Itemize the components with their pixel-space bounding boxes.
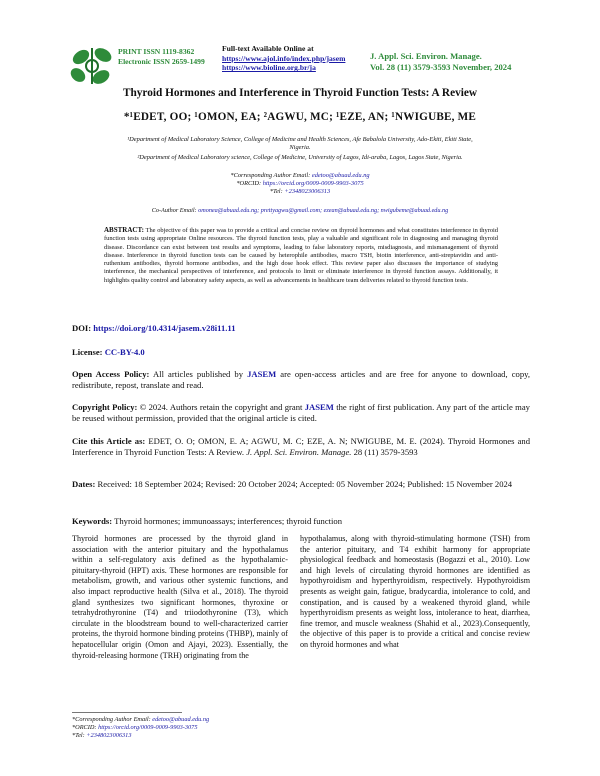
author-list: *¹EDET, OO; ¹OMON, EA; ²AGWU, MC; ¹EZE, AN; ¹NWIGUBE, ME <box>123 111 477 123</box>
abstract-label: ABSTRACT: <box>104 226 144 234</box>
doi-label: DOI: <box>72 323 94 333</box>
corr-orcid-label: *ORCID: <box>236 180 263 188</box>
paper-title: Thyroid Hormones and Interference in Thyroid Function Tests: A Review <box>122 87 478 99</box>
coauthor-email-list[interactable]: omonea@abuad.edu.ng; prettyagwu@gmail.com; ezean@abuad.edu.ng; nwigubeme@abuad.edu.ng <box>198 207 449 214</box>
doi-line <box>72 323 530 334</box>
affiliation-2: ²Department of Medical Laboratory science, College of Medicine, University of Lagos, Idi-araba, Lagos, Lagos State, Nigeria. <box>137 154 463 161</box>
cite-journal: J. Appl. Sci. Environ. Manage. <box>246 447 352 458</box>
keywords <box>72 516 530 527</box>
affiliation-1-line1: ¹Department of Medical Laboratory Science, College of Medicine and Health Sciences, Afe Babalola University, Ado-Ekiti, Ekiti State, <box>127 136 473 143</box>
issn-block <box>118 47 205 67</box>
abstract-text: The objective of this paper was to provide a critical and concise review on thyroid hormones and what constitutes interference in thyroid function tests using appropriate Online resources. The thyroid function tests, play a valuable and significant role in diagnosing and managing thyroid disease. Discordance can exist between test results and symptoms, leading to false laboratory reports, misdiagnosis, and mismanagement of thyroid disease. Interference in thyroid function tests can be caused by heterophile antibodies, macro TSH, biotin interference, anti-streptavidin and anti-ruthenium antibodies, thyroid hormone antibodies, and the high dose hook effect. This review paper also discusses the importance of studying interference, the mechanical perspectives of interference, and protocols to limit or eliminate interference in thyroid function assays. Additionally, it highlights quality control and laboratory safety aspects, as well as advancements in healthcare team deliveries related to thyroid function tests. <box>104 227 498 284</box>
open-access-text2: are open-access articles and are free for anyone to download, copy, redistribute, repost, translate and read. <box>72 369 530 391</box>
jasem-link[interactable]: JASEM <box>247 369 277 379</box>
jasem-logo-icon <box>68 44 118 90</box>
license-label: License: <box>72 347 105 357</box>
journal-info <box>370 51 511 73</box>
corr-email[interactable]: edetoo@abuad.edu.ng <box>311 172 370 179</box>
foot-email[interactable]: edetoo@abuad.edu.ng <box>152 716 210 723</box>
body-column-left: Thyroid hormones are processed by the thyroid gland in association with the anterior pituitary and the hypothalamus within a self-regulatory axis defined as the hypothalamic-pituitary-thyroid (HPT) axis. These hormones are responsible for metabolism, growth, and various other systemic functions, and also impact reproductive health (Silva et al., 2018). The thyroid gland synthesizes two significant hormones, thyroxine or tetrahydrothyronine (T4) and triiodothyronine (T3), which circulate in the bloodstream bound to well-characterized carrier proteins, the thyroid hormone binding proteins (THBP), mainly of hepatocellular origin (Omon and Ajayi, 2023). Essentially, the thyroid-releasing hormone (TRH) originating from the <box>72 534 288 660</box>
citation <box>72 436 530 459</box>
open-access-policy <box>72 369 530 392</box>
corr-tel: +2348023006313 <box>284 188 331 196</box>
dates <box>72 479 530 490</box>
foot-email-label: *Corresponding Author Email: <box>72 716 153 723</box>
affiliation-1-line2: Nigeria. <box>289 144 311 151</box>
journal-volume: Vol. 28 (11) 3579-3593 November, 2024 <box>370 62 512 72</box>
license-link[interactable]: CC-BY-4.0 <box>104 347 145 357</box>
bioline-link[interactable]: https://www.bioline.org.br/ja <box>222 63 316 73</box>
affiliation-1 <box>90 136 510 152</box>
cite-label: Cite this Article as: <box>72 436 146 446</box>
coauthor-emails <box>0 207 600 214</box>
ajol-link[interactable]: https://www.ajol.info/index.php/jasem <box>222 53 346 63</box>
corr-email-label: *Corresponding Author Email: <box>230 172 312 179</box>
foot-tel-label: *Tel: <box>72 732 87 740</box>
open-access-label: Open Access Policy: <box>72 369 150 379</box>
coauthor-label: Co-Author Email: <box>151 207 199 214</box>
footnote-block <box>72 716 209 741</box>
foot-orcid-label: *ORCID: <box>72 724 99 732</box>
jasem-link-2[interactable]: JASEM <box>304 402 334 412</box>
foot-orcid[interactable]: https://orcid.org/0009-0009-9903-3075 <box>98 724 198 732</box>
fulltext-block <box>222 44 345 73</box>
cite-text1: EDET, O. O; OMON, E. A; AGWU, M. C; EZE, A. N; NWIGUBE, M. E. (2024). Thyroid Hormones and Interference in Thyroid Function Tests: A Review. <box>72 436 530 458</box>
cite-text2: 28 (11) 3579-3593 <box>351 447 418 458</box>
corr-orcid[interactable]: https://orcid.org/0009-0009-9903-3075 <box>262 180 364 188</box>
correspondence-block <box>0 172 600 197</box>
issn-print: PRINT ISSN 1119-8362 <box>118 47 195 56</box>
abstract <box>104 226 498 285</box>
journal-name: J. Appl. Sci. Environ. Manage. <box>370 51 482 61</box>
body-column-right: hypothalamus, along with thyroid-stimulating hormone (TSH) from the anterior pituitary, and T4 exhibit harmony for appropriate physiological feedback and homeostasis (Bogazzi et al., 2010). Low and high levels of circulating thyroid hormones are identified as hypothyroidism and hyperthyroidism, respectively. Hypothyroidism presents as weight gain, fatigue, bradycardia, intolerance to cold, and constipation, and is caused by a weakened thyroid gland, while hyperthyroidism presents as weight loss, intolerance to heat, diarrhea, fine tremor, and muscle weakness (Shahid et al., 2023).Consequently, the objective of this paper is to provide a critical and concise review on thyroid hormones and what <box>300 534 530 649</box>
doi-link[interactable]: https://doi.org/10.4314/jasem.v28i11.11 <box>93 323 236 333</box>
issn-electronic: Electronic ISSN 2659-1499 <box>118 57 205 66</box>
copyright-policy <box>72 402 530 425</box>
corr-tel-label: *Tel: <box>269 188 285 196</box>
open-access-text1: All articles published by <box>149 369 248 379</box>
dates-text: Received: 18 September 2024; Revised: 20 October 2024; Accepted: 05 November 2024; Published: 15 November 2024 <box>95 479 513 489</box>
copyright-text2: the right of first publication. Any part of the article may be reused without permission, provided that the original article is cited. <box>72 402 530 424</box>
foot-tel: +2348023006313 <box>86 732 132 740</box>
keywords-text: Thyroid hormones; immunoassays; interferences; thyroid function <box>112 516 343 526</box>
footnote-divider <box>72 712 182 713</box>
fulltext-label: Full-text Available Online at <box>222 44 314 53</box>
copyright-text1: © 2024. Authors retain the copyright and grant <box>137 402 305 412</box>
license-line <box>72 347 530 358</box>
copyright-label: Copyright Policy: <box>72 402 138 412</box>
dates-label: Dates: <box>72 479 96 489</box>
keywords-label: Keywords: <box>72 516 113 526</box>
